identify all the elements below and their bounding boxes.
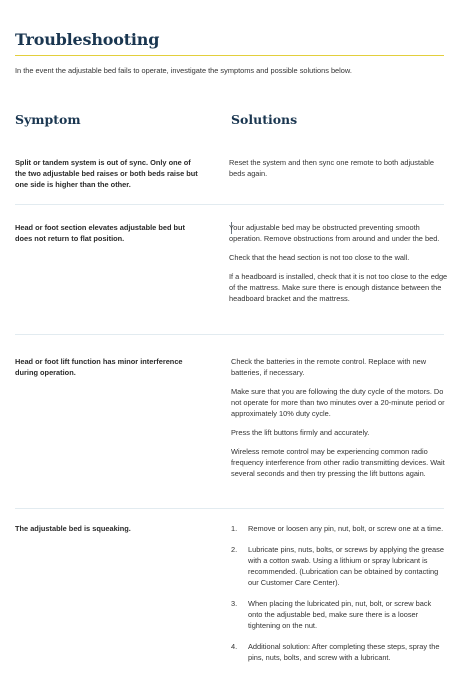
symptom-4: The adjustable bed is squeaking. bbox=[15, 524, 131, 533]
solution-3-text-4: Wireless remote control may be experiencing common radio frequency interference from other radio transmitting devices. Wait several seconds and then try pressing the lift buttons again. bbox=[231, 447, 445, 478]
step-text: When placing the lubricated pin, nut, bolt, or screw back onto the adjustable bed, make sure there is a looser tightening on the nut. bbox=[248, 599, 432, 630]
page-title: Troubleshooting bbox=[15, 30, 160, 49]
step-text: Additional solution: After completing these steps, spray the pins, nuts, bolts, and screw with a lubricant. bbox=[248, 642, 440, 662]
intro-text: In the event the adjustable bed fails to operate, investigate the symptoms and possible solutions below. bbox=[15, 66, 352, 75]
solution-2 bbox=[229, 222, 451, 312]
symptom-2: Head or foot section elevates adjustable bed but does not return to flat position. bbox=[15, 223, 186, 243]
solution-3-text-1: Check the batteries in the remote control. Replace with new batteries, if necessary. bbox=[231, 357, 427, 377]
step-number: 2. bbox=[231, 545, 238, 554]
solution-2-text-1: Your adjustable bed may be obstructed preventing smooth operation. Remove obstructions from around and under the bed. bbox=[229, 223, 440, 243]
list-item bbox=[231, 544, 445, 588]
list-item bbox=[231, 523, 445, 534]
step-number: 4. bbox=[231, 642, 238, 651]
solution-1 bbox=[229, 157, 451, 187]
solution-3 bbox=[231, 356, 445, 487]
solution-3-text-3: Press the lift buttons firmly and accurately. bbox=[231, 428, 370, 437]
step-text: Lubricate pins, nuts, bolts, or screws by applying the grease with a cotton swab. Using a lithium or spray lubricant is recommended. (Lubrication can be obtained by contacting our Customer Care Center). bbox=[248, 545, 444, 587]
solution-4-steps bbox=[231, 523, 445, 673]
step-number: 3. bbox=[231, 599, 238, 608]
title-underline bbox=[15, 55, 444, 56]
step-text: Remove or loosen any pin, nut, bolt, or screw one at a time. bbox=[248, 524, 444, 533]
solution-3-text-2: Make sure that you are following the duty cycle of the motors. Do not operate for more than two minutes over a 20-minute period or approximately 10% duty cycle. bbox=[231, 387, 445, 418]
solution-2-text-3: If a headboard is installed, check that it is not too close to the edge of the mattress. Make sure there is enough distance between the headboard bracket and the mattress. bbox=[229, 272, 448, 303]
symptom-header: Symptom bbox=[15, 112, 81, 127]
list-item bbox=[231, 598, 445, 631]
list-item bbox=[231, 641, 445, 663]
row-divider-1 bbox=[15, 204, 444, 205]
symptom-1: Split or tandem system is out of sync. Only one of the two adjustable bed raises or both beds raise but one side is higher than the other. bbox=[15, 158, 198, 189]
row-divider-2 bbox=[15, 334, 444, 335]
solution-1-text-1: Reset the system and then sync one remote to both adjustable beds again. bbox=[229, 158, 435, 178]
symptom-3: Head or foot lift function has minor interference during operation. bbox=[15, 357, 183, 377]
step-number: 1. bbox=[231, 524, 238, 533]
row-divider-3 bbox=[15, 508, 444, 509]
solutions-header: Solutions bbox=[231, 112, 298, 127]
solution-2-text-2: Check that the head section is not too close to the wall. bbox=[229, 253, 410, 262]
